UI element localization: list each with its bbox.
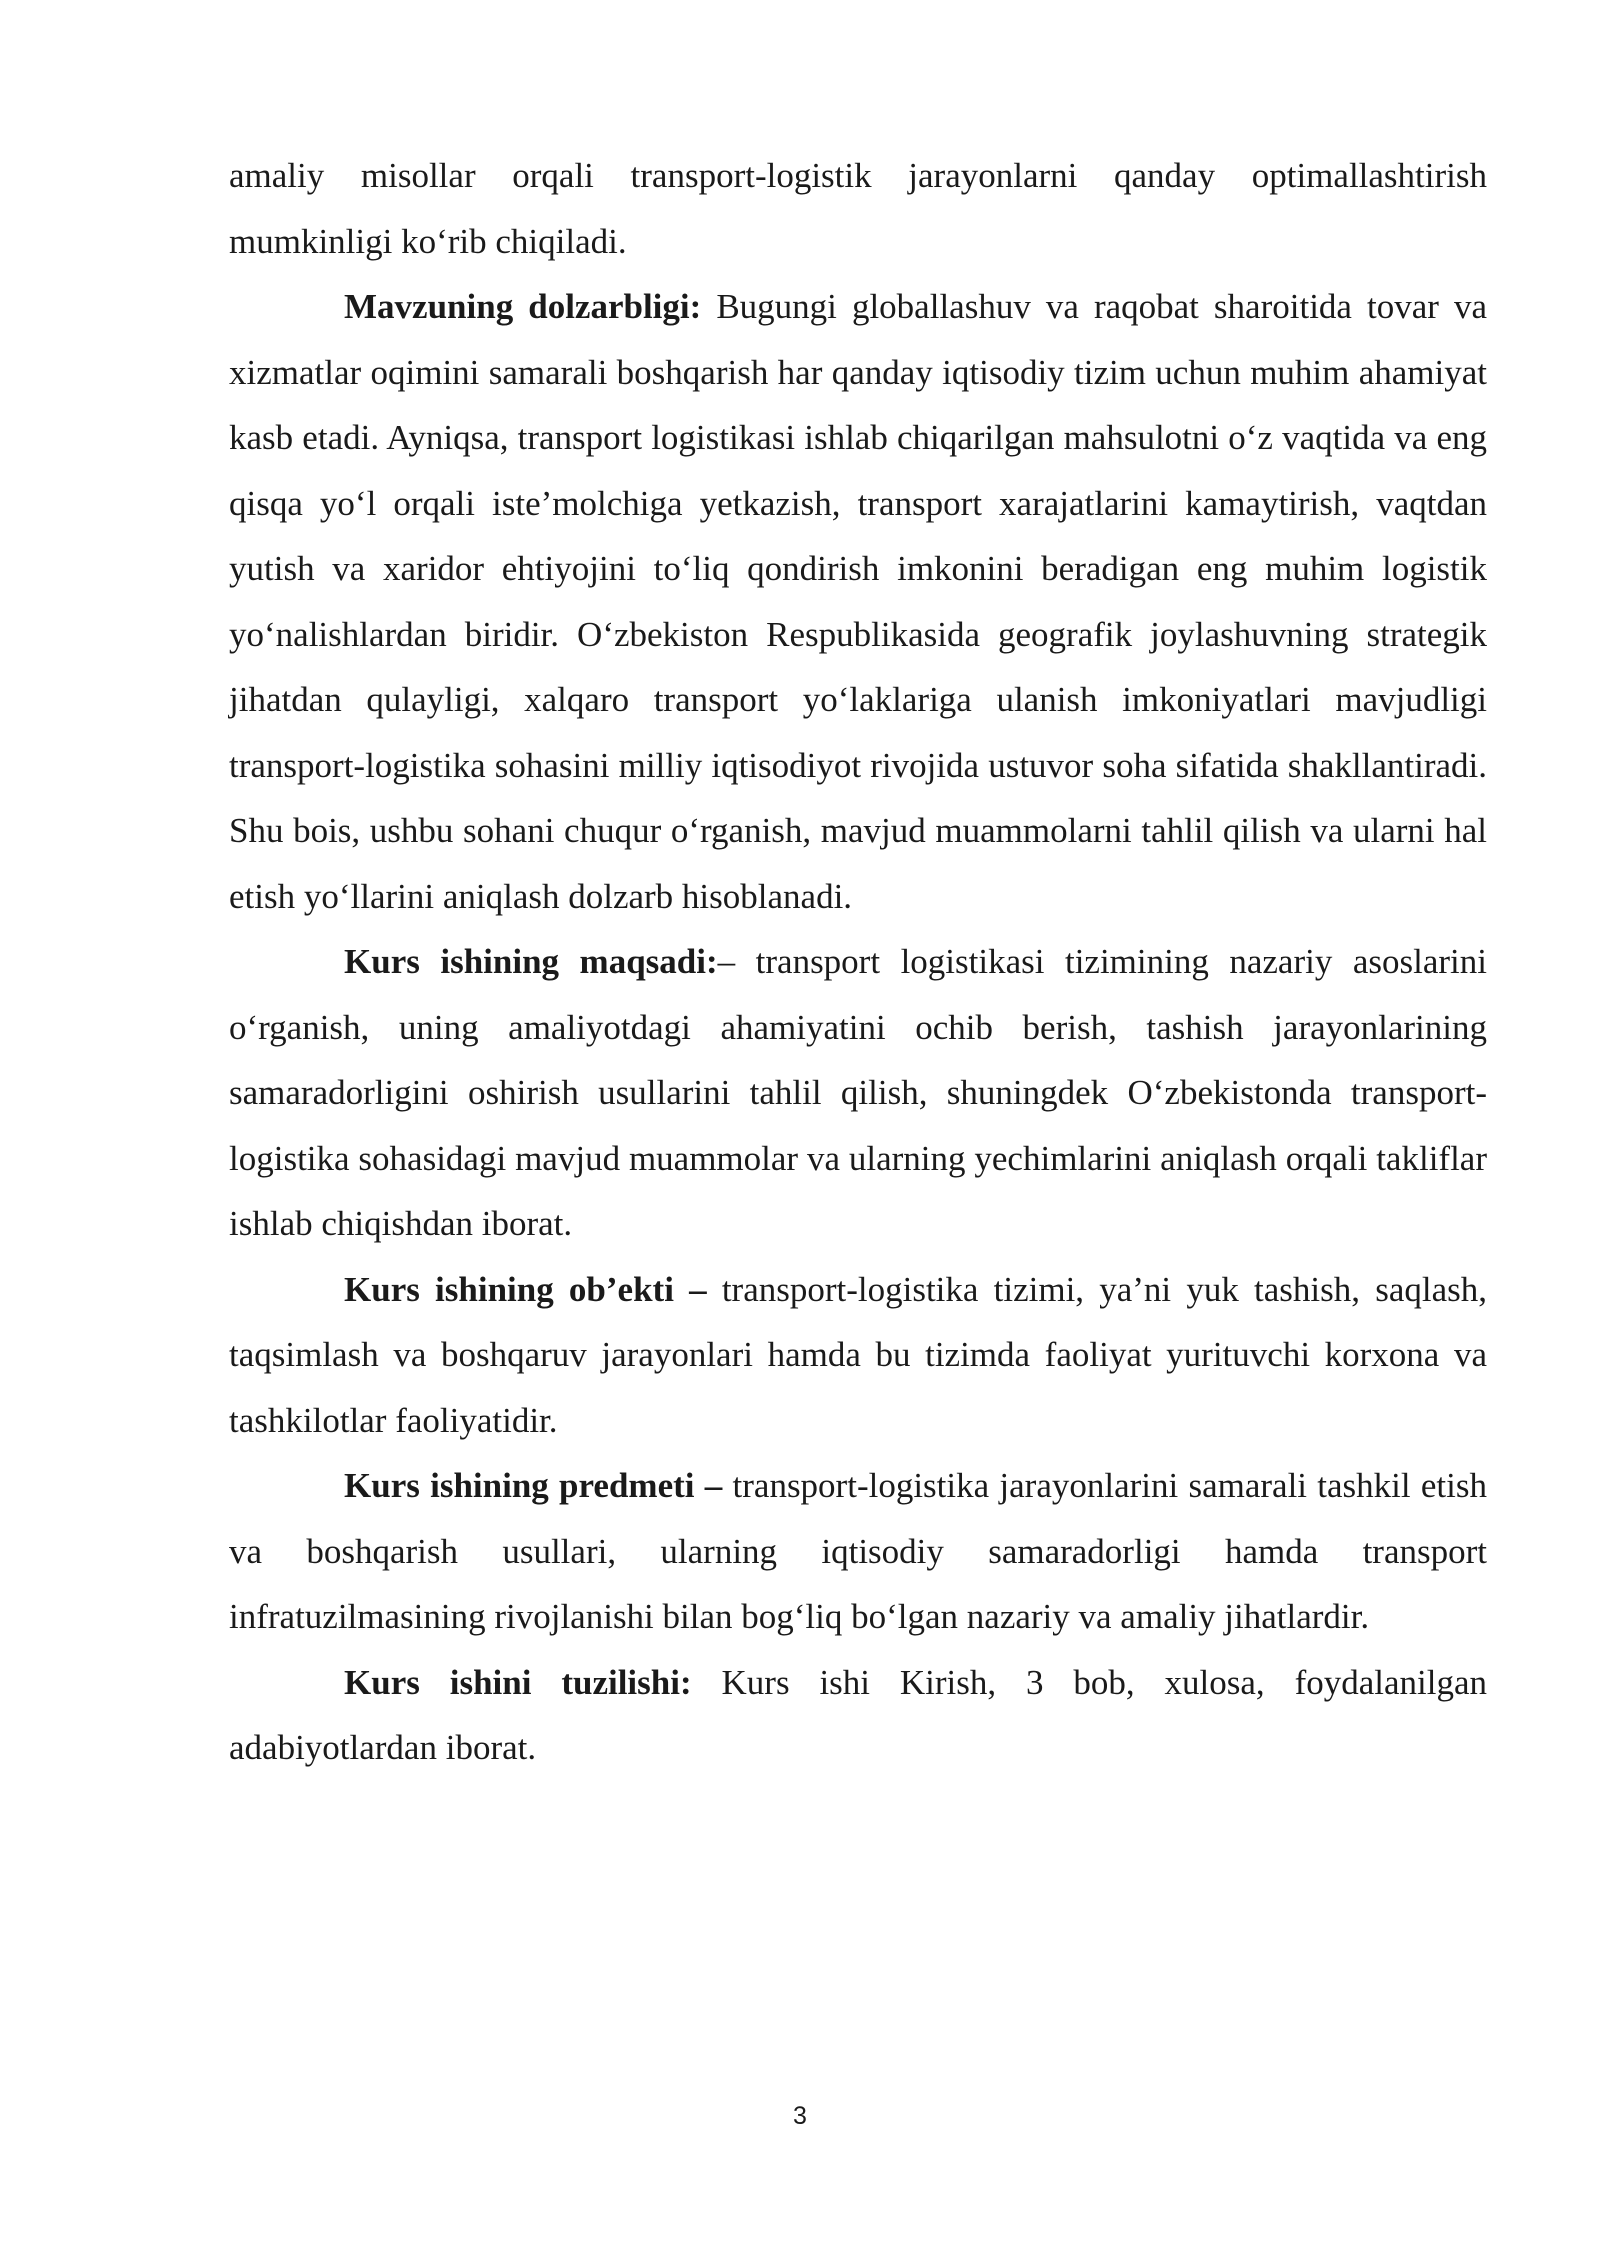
paragraph-text: amaliy misollar orqali transport-logistik jarayonlarni qanday optimallashtirish mumkinligi ko‘rib chiqiladi. <box>229 156 1487 261</box>
paragraph-text: transport-logistika jarayonlarini samarali tashkil etish va boshqarish usullari, ularning iqtisodiy samaradorligi hamda transport infratuzilmasining rivojlanishi bilan bog‘liq bo‘lgan nazariy va amaliy jihatlardir. <box>229 1466 1487 1636</box>
paragraph-heading: Kurs ishining predmeti – <box>344 1466 723 1505</box>
paragraph-text: Bugungi globallashuv va raqobat sharoitida tovar va xizmatlar oqimini samarali boshqarish har qanday iqtisodiy tizim uchun muhim ahamiyat kasb etadi. Ayniqsa, transport logistikasi ishlab chiqarilgan mahsulotni o‘z vaqtida va eng qisqa yo‘l orqali iste’molchiga yetkazish, transport xarajatlarini kamaytirish, vaqtdan yutish va xaridor ehtiyojini to‘liq qondirish imkonini beradigan eng muhim logistik yo‘nalishlardan biridir. O‘zbekiston Respublikasida geografik joylashuvning strategik jihatdan qulayligi, xalqaro transport yo‘laklariga ulanish imkoniyatlari mavjudligi transport-logistika sohasini milliy iqtisodiyot rivojida ustuvor soha sifatida shakllantiradi. Shu bois, ushbu sohani chuqur o‘rganish, mavjud muammolarni tahlil qilish va ularni hal etish yo‘llarini aniqlash dolzarb hisoblanadi. <box>229 287 1487 916</box>
paragraph-heading: Kurs ishining maqsadi: <box>344 942 718 981</box>
paragraph-intro-continuation <box>229 143 1487 274</box>
page-number: 3 <box>793 2102 807 2130</box>
paragraph-object <box>229 1257 1487 1454</box>
paragraph-goal <box>229 929 1487 1257</box>
paragraph-structure <box>229 1650 1487 1781</box>
paragraph-subject <box>229 1453 1487 1650</box>
paragraph-heading: Kurs ishini tuzilishi: <box>344 1662 692 1702</box>
paragraph-text: – transport logistikasi tizimining nazariy asoslarini o‘rganish, uning amaliyotdagi ahamiyatini ochib berish, tashish jarayonlarining samaradorligini oshirish usullarini tahlil qilish, shuningdek O‘zbekistonda transport-logistika sohasidagi mavjud muammolar va ularning yechimlarini aniqlash orqali takliflar ishlab chiqishdan iborat. <box>229 942 1487 1243</box>
paragraph-heading: Mavzuning dolzarbligi: <box>344 287 702 326</box>
paragraph-heading: Kurs ishining ob’ekti – <box>344 1269 707 1309</box>
document-body <box>229 143 1487 1781</box>
paragraph-text: Kurs ishi Kirish, 3 bob, xulosa, foydalanilgan adabiyotlardan iborat. <box>229 1662 1487 1767</box>
paragraph-text: transport-logistika tizimi, ya’ni yuk tashish, saqlash, taqsimlash va boshqaruv jarayonlari hamda bu tizimda faoliyat yurituvchi korxona va tashkilotlar faoliyatidir. <box>229 1269 1487 1440</box>
paragraph-relevance <box>229 274 1487 929</box>
